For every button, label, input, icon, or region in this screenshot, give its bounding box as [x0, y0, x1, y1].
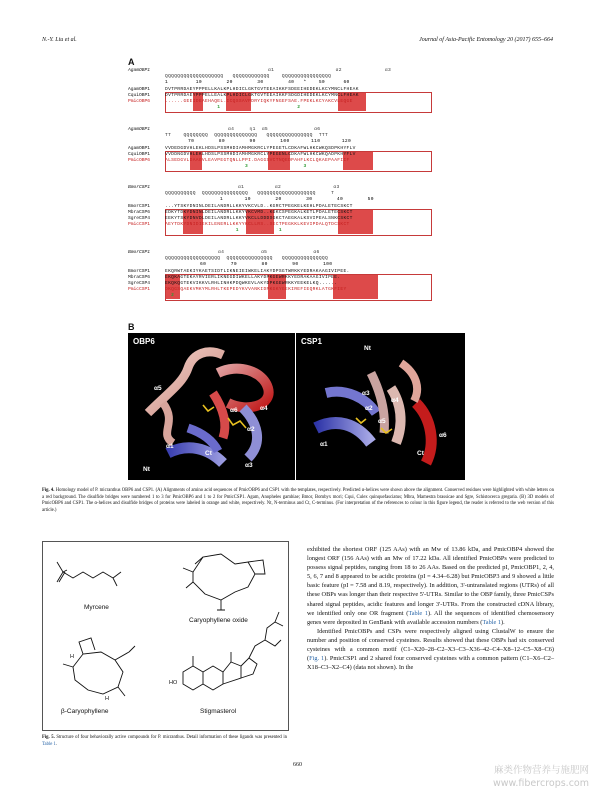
sequence: EEKYTSKYDNVDLDEILANDRLLKKYVKCLLDDDSGKCTAEGKALKSVIPEALSNKCSKCT	[165, 215, 353, 221]
disulfide-numbers: 3 3	[165, 164, 307, 170]
atom-label-h: H	[70, 654, 74, 660]
sequence: VVDEDGDVHLEKLHDSLPSSMHDIAMHMGKRCLYPEGETLCDKAFWLHKCWKQSDPKHYFLV	[165, 145, 356, 151]
secondary-structure: QQQQQQQQQQ QQQQQQQQQQQQQQQ QQQQQQQQQQQQQQQQQQQ T	[165, 191, 335, 197]
sequence-name: PmicOBP6	[128, 98, 151, 104]
sequence-name: PmicCSP1	[128, 222, 151, 228]
compound-name-myrcene: Myrcene	[84, 604, 109, 611]
csp1-helix-a5: α5	[378, 418, 386, 425]
alignment-block-3	[128, 185, 468, 235]
sequence: EKQRWTAEKIYKAETSIDTLIKNEIEIWKELIAKYDPSGTWRKKYEDRAKAAGIVIPEE.	[165, 268, 350, 274]
paragraph-text: exhibited the shortest ORF (125 AAs) with an Mw of 13.86 kDa, and PmicOBP4 showed the longest ORF (156 AAs) with an Mw of 17.22 kDa. All identified PmicOBPs were predicted to possess signal peptides, ranging from 18 to 26 AAs. Based on the predicted pI, PmicOBP1, 2, 4, 5, 6, 7 and 8 appeared to be acidic proteins (pI = 4.34–6.28) but PmicOBP3 and 9 showed a little basic feature (pI = 7.58 and 8.19, respectively). In addition, 3'-untranslated regions (UTRs) of all these OBPs was longer than their respective 5'-UTRs. Similar to the OBP family, three PmicCSPs shared signal peptides, acidic features and longer 3'-UTRs. From the constructed cDNA library, we identified only one OR fragment (	[307, 546, 554, 617]
paragraph	[307, 545, 554, 627]
table1-link[interactable]: Table 1	[482, 618, 502, 626]
paragraph-text: ). PmicCSP1 and 2 shared four conserved cysteines with a common pattern (C1–X6–C2–X18–C3–X2–C4) (data not shown). In the	[307, 655, 554, 672]
compound-name-caryophyllene-oxide: Caryophyllene oxide	[189, 617, 248, 624]
csp1-helix-a6: α6	[439, 432, 447, 439]
sequence-name: PmicCSP1	[128, 287, 151, 293]
table1-link[interactable]: Table 1	[408, 609, 429, 617]
running-header-authors: N.-Y. Liu et al.	[42, 37, 77, 43]
paragraph	[307, 627, 554, 672]
residue-numbers: 1 10 20 30 40 50	[220, 197, 374, 203]
csp1-3d-model-panel	[296, 333, 465, 480]
obp6-n-terminus: Nt	[143, 466, 150, 473]
residue-numbers: 70 80 90 100 110 120	[188, 139, 352, 145]
obp6-helix-a3: α3	[245, 462, 253, 469]
alignment-block-4	[128, 250, 468, 300]
sequence: ......GEEIDEAEHAQEL.ICQSSAVPDRYIQKYFNGEFSAE.FPEKLKCYAKCVLEQGE	[165, 98, 353, 104]
sequence-name: CquiOBP1	[128, 92, 151, 98]
alignment-block-1	[128, 68, 468, 111]
paragraph-text: Identified PmicOBPs and CSPs were respectively aligned using ClustalW to ensure the number and position of conserved cysteines. Results showed that these OBPs had six conserved cysteines with a common motif (C1–X20–28–C2–X3–C3–X36–42–C4–X8–12–C5–X8–C6) (	[307, 627, 554, 663]
watermark-line-2: www.fibercrops.com	[492, 778, 589, 789]
figure5-structures-box	[42, 541, 289, 731]
figure5-caption	[42, 735, 287, 748]
csp1-helix-a2: α2	[365, 405, 373, 412]
watermark	[493, 764, 589, 790]
paragraph-text: ).	[501, 618, 505, 626]
disulfide-numbers: 1 2	[165, 105, 301, 111]
helix-labels: α4 α5 α6	[218, 250, 320, 255]
figure4-caption	[42, 488, 554, 514]
sequence: EKQKQGTEKVIKKVLRHLINHKPDQWKEVLAKYDPKGEWRKKYEEKELKQ......	[165, 280, 338, 286]
helix-labels: α1 α2 α3	[268, 68, 392, 73]
figure4-panel-a-label: A	[128, 57, 135, 67]
sequence: AEYTDKYDNIDIEKILENERLLKKYYKCLLRS..SECTPEGKKLKEVIPDALQTDCSKCT	[165, 222, 350, 228]
compound-name-beta-caryophyllene: β-Caryophyllene	[61, 708, 109, 715]
residue-numbers: 1 10 20 30 40 * 50 60	[165, 80, 350, 86]
obp6-helix-a5: α5	[154, 385, 162, 392]
sequence: EDKYTDKYDNINLDEILANDRLLKKYVKCVMD..KGKCSPEGKALKETLPDALETECSKCT	[165, 209, 353, 215]
obp6-c-terminus: Ct	[205, 450, 212, 457]
alignment-reference-name: AgamOBP1	[128, 127, 151, 132]
atom-label-ho: HO	[169, 680, 178, 686]
helix-labels: α4 η1 α5 α6	[228, 127, 321, 132]
figure4-caption-label: Fig. 4.	[42, 488, 55, 493]
sequence-name: PmicOBP6	[128, 157, 151, 163]
sequence: VVDDNGDVHLEKLHDSLPSSMHDIAMHMGKRCLYPEGENLCDKAFWLHKCWKQADPKHYFLV	[165, 151, 356, 157]
figure4-panel-b-label: B	[128, 322, 135, 332]
sequence: DVTPRRDAEYPPPELLKALKPLHDICLGKTGVTEEAIKKFSDEEIHEDEKLKCYMNCLFHEAK	[165, 86, 359, 92]
table1-link[interactable]: Table 1	[42, 741, 56, 747]
secondary-structure: QQQQQQQQQQQQQQQQQQQ QQQQQQQQQQQQ QQQQQQQQQQQQQQQQ	[165, 74, 332, 80]
figure4-caption-text: Homology model of P. micranthus OBP6 and CSP1. (A) Alignments of amino acid sequences of PmicOBP6 and CSP1 with the templates, respectively. Predicted α-helices were shown above the alignment. Conserved residues were highlighted with white letters on a red background. The disulfide bridges were numbered 1 to 3 for PmicOBP6 and 1 to 2 for PmicCSP1. Agam, Anopheles gambiae; Bmor, Bombyx mori; Cqui, Culex quinquefasciatus; Mbra, Mamestra brassicae and Sgre, Schistocerca gregaria. (B) 3D models of PmicOBP6 and CSP1. The α-helices and disulfide bridges of proteins were labeled in orange and white, respectively. Nt, N-terminus and Ct, C-terminus. (For interpretation of the references to colour in this figure legend, the reader is referred to the web version of this article.)	[42, 488, 554, 513]
sequence: ALSEDGVLDAAGVLEAVPEGTQNLLPPI.DAGGSVCTNQEDPAHFLKCLQKAEPAAFIIF	[165, 157, 350, 163]
secondary-structure: TT QQQQQQQQ QQQQQQQQQQQQQQ QQQQQQQQQQQQQQQ TTT	[165, 133, 329, 139]
sequence-name: AgamOBP1	[128, 145, 151, 151]
csp1-helix-a4: α4	[391, 397, 399, 404]
csp1-helix-a3: α3	[362, 390, 370, 397]
paragraph-text: ). All the sequences of identified chemosensory genes were deposited in GenBank with available accession numbers (	[307, 609, 554, 626]
csp1-ribbon-illustration	[296, 333, 465, 480]
sequence: EKQKAGTEKAYRVIERLIKNEGDIWKELLAKYDPKGEWRKKYEDRAKAAGIVIPEE.	[165, 274, 341, 280]
chemical-structures-illustration	[43, 542, 288, 730]
watermark-line-1: 麻类作物营养与施肥网	[493, 765, 589, 776]
compound-name-stigmasterol: Stigmasterol	[200, 708, 237, 715]
obp6-helix-a4: α4	[260, 405, 268, 412]
disulfide-numbers: 1 1	[165, 228, 282, 234]
figure5-caption-end: .	[55, 741, 58, 747]
secondary-structure: QQQQQQQQQQQQQQQQQQ QQQQQQQQQQQQQQQ QQQQQQQQQQQQQQQ	[165, 256, 329, 262]
sequence: DKQGSQAEKVMKYMLRHLTKEPEDYKVVANKIDPKGKYGEKIREFIEQRKLATGKFIEY	[165, 287, 347, 293]
alignment-reference-name: BmorCSP1	[128, 250, 151, 255]
csp1-helix-a1: α1	[320, 441, 328, 448]
sequence-name: MbraCSP6	[128, 209, 151, 215]
alignment-reference-name: BmorCSP1	[128, 185, 151, 190]
csp1-c-terminus: Ct	[417, 450, 424, 457]
sequence-name: BmorCSP1	[128, 268, 151, 274]
disulfide-numbers: 2	[165, 293, 175, 299]
residue-numbers: 60 70 80 90 100	[200, 262, 333, 268]
sequence-name: AgamOBP1	[128, 86, 151, 92]
sequence-name: SgreCSP4	[128, 280, 151, 286]
obp6-helix-a1: α1	[166, 443, 174, 450]
obp6-helix-a2: α2	[247, 426, 255, 433]
sequence-name: CquiOBP1	[128, 151, 151, 157]
obp6-title: OBP6	[133, 337, 155, 346]
sequence: ...YTSKYDNINLDEILANDRLLKKYVKCVLD..KGRCTPEGKELKEHLPDALETECSKCT	[165, 203, 353, 209]
atom-label-h: H	[105, 696, 109, 702]
csp1-title: CSP1	[301, 337, 322, 346]
page-number: 660	[293, 762, 302, 768]
fig1-link[interactable]: Fig. 1	[309, 655, 325, 663]
csp1-n-terminus: Nt	[364, 345, 371, 352]
obp6-helix-a6: α6	[230, 407, 238, 414]
figure5-caption-label: Fig. 5.	[42, 735, 55, 740]
body-text-column	[307, 545, 554, 672]
sequence-name: SgreCSP4	[128, 215, 151, 221]
obp6-3d-model-panel	[128, 333, 295, 480]
alignment-block-2	[128, 127, 468, 170]
obp6-ribbon-illustration	[128, 333, 295, 480]
figure5-caption-text: Structure of four behaviorally active compounds for P. micranthus. Detail information of these ligands was presented in	[56, 735, 287, 740]
sequence-name: BmorCSP1	[128, 203, 151, 209]
sequence-name: MbraCSP6	[128, 274, 151, 280]
alignment-reference-name: AgamOBP1	[128, 68, 151, 73]
running-header-journal: Journal of Asia-Pacific Entomology 20 (2017) 655–664	[419, 37, 553, 43]
helix-labels: α1 α2 α3	[238, 185, 340, 190]
sequence: DVTPRRDAEYPPPELLEALKPLHDICLGKTGVTEEAIKKFSDGDIHEDEKLKCYMNCLFHEAK	[165, 92, 359, 98]
